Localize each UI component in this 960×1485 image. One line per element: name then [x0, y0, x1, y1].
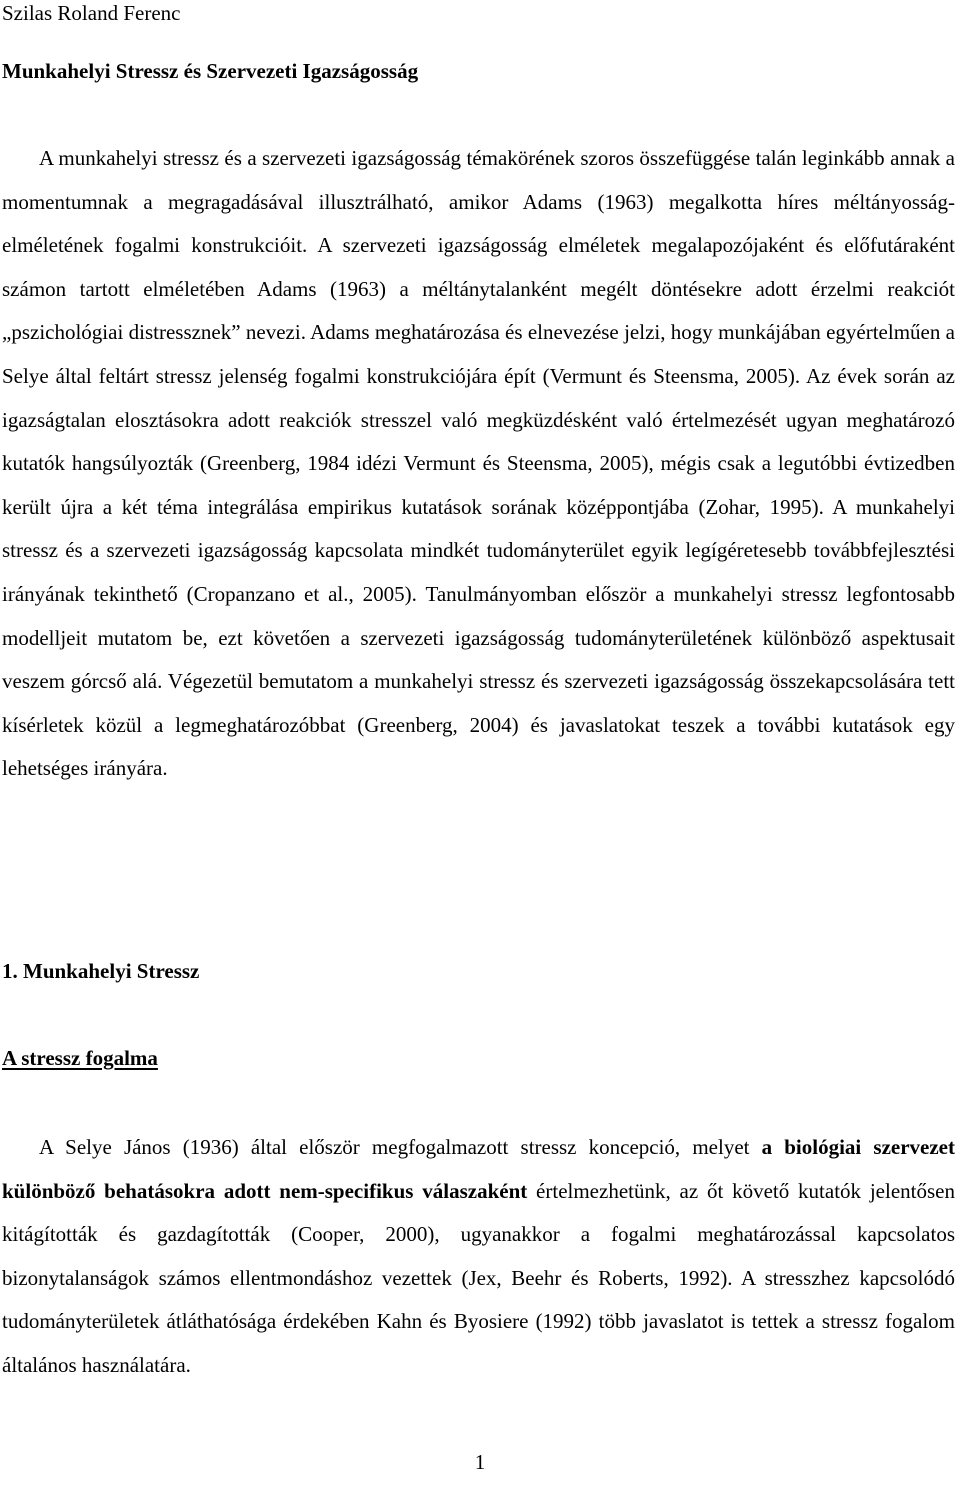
stress-definition-paragraph — [2, 1126, 955, 1388]
paragraph-text-end: értelmezhetünk, az őt követő kutatók jelentősen kitágították és gazdagították (Cooper, 2000), ugyanakkor a fogalmi meghatározással kapcsolatos bizonytalanságok számos ellentmondáshoz vezettek (Jex, Beehr és Roberts, 1992). A stresszhez kapcsolódó tudományterületek átláthatósága érdekében Kahn és Byosiere (1992) több javaslatot is tettek a stressz fogalom általános használatára. — [2, 1178, 955, 1377]
author-name: Szilas Roland Ferenc — [2, 1, 181, 25]
subsection-heading: A stressz fogalma — [2, 1046, 158, 1070]
emphasized-definition: a biológiai szervezet különböző behatásokra adott nem-specifikus válaszaként — [2, 1135, 955, 1203]
section-heading: 1. Munkahelyi Stressz — [2, 959, 200, 983]
page-number: 1 — [474, 1450, 486, 1474]
paragraph-text-start: A Selye János (1936) által először megfogalmazott stressz koncepció, melyet — [39, 1135, 762, 1159]
document-title: Munkahelyi Stressz és Szervezeti Igazságosság — [2, 59, 419, 83]
intro-paragraph: A munkahelyi stressz és a szervezeti igazságosság témakörének szoros összefüggése talán leginkább annak a momentumnak a megragadásával illusztrálható, amikor Adams (1963) megalkotta híres méltányosság-elméletének fogalmi konstrukcióit. A szervezeti igazságosság elméletek megalapozójaként és előfutáraként számon tartott elméletében Adams (1963) a méltánytalanként megélt döntésekre adott érzelmi reakciót „pszichológiai distressznek” nevezi. Adams meghatározása és elnevezése jelzi, hogy munkájában egyértelműen a Selye által feltárt stressz jelenség fogalmi konstrukciójára épít (Vermunt és Steensma, 2005). Az évek során az igazságtalan elosztásokra adott reakciók stresszel való megküzdésként való értelmezését ugyan meghatározó kutatók hangsúlyozták (Greenberg, 1984 idézi Vermunt és Steensma, 2005), mégis csak a legutóbbi évtizedben került újra a két téma integrálása empirikus kutatások sorának középpontjába (Zohar, 1995). A munkahelyi stressz és a szervezeti igazságosság kapcsolata mindkét tudományterület egyik legígéretesebb továbbfejlesztési irányának tekinthető (Cropanzano et al., 2005). Tanulmányomban először a munkahelyi stressz legfontosabb modelljeit mutatom be, ezt követően a szervezeti igazságosság tudományterületének különböző aspektusait veszem górcső alá. Végezetül bemutatom a munkahelyi stressz és szervezeti igazságosság összekapcsolására tett kísérletek közül a legmeghatározóbbat (Greenberg, 2004) és javaslatokat teszek a további kutatások egy lehetséges irányára. — [2, 146, 955, 781]
